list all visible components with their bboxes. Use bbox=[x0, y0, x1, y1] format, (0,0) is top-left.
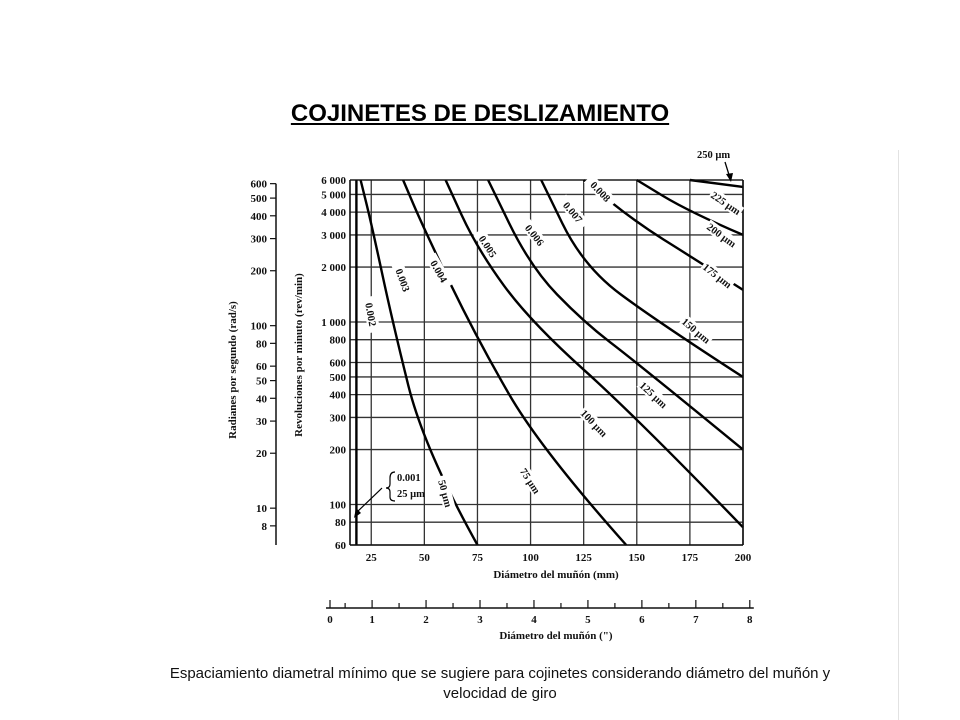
y-tick-label: 300 bbox=[329, 412, 346, 425]
x2-tick-label: 7 bbox=[693, 614, 699, 626]
y-tick-label: 800 bbox=[329, 334, 346, 347]
y2-tick-label: 80 bbox=[256, 338, 267, 351]
curve-label: 75 µm bbox=[517, 466, 542, 497]
chart bbox=[210, 145, 760, 645]
curve-label: 0.008 bbox=[587, 180, 612, 205]
x-tick-label: 125 bbox=[575, 552, 592, 564]
x-tick-label: 175 bbox=[681, 552, 699, 564]
x2-axis-label: Diámetro del muñón (") bbox=[499, 630, 613, 642]
y-tick-label: 60 bbox=[335, 540, 346, 552]
y2-tick-label: 400 bbox=[250, 210, 267, 223]
y-tick-label: 2 000 bbox=[321, 262, 346, 275]
y2-tick-label: 20 bbox=[256, 448, 267, 461]
figure-caption bbox=[100, 664, 900, 704]
curve-label: 225 µm bbox=[708, 190, 742, 218]
x-tick-label: 25 bbox=[365, 552, 377, 564]
x-tick-label: 100 bbox=[522, 552, 539, 564]
y-tick-label: 1 000 bbox=[321, 317, 346, 330]
curve-label: 175 µm bbox=[700, 262, 734, 292]
curve-label: 200 µm bbox=[704, 221, 738, 251]
y2-tick-label: 10 bbox=[256, 503, 267, 516]
annotation-0001: 0.001 bbox=[397, 473, 421, 484]
curve-label: 100 µm bbox=[577, 408, 609, 440]
y2-tick-label: 50 bbox=[256, 375, 267, 388]
y2-tick-label: 30 bbox=[256, 416, 267, 429]
x-tick-label: 150 bbox=[628, 552, 646, 564]
y-tick-label: 400 bbox=[329, 389, 346, 402]
x-tick-label: 50 bbox=[418, 552, 430, 564]
y-tick-label: 500 bbox=[329, 371, 346, 384]
x2-tick-label: 8 bbox=[747, 614, 753, 626]
caption-line-1: Espaciamiento diametral mínimo que se sugiere para cojinetes considerando diámetro del muñón y bbox=[169, 665, 831, 682]
chart-curve-labels bbox=[362, 174, 744, 512]
curve-label: 0.004 bbox=[427, 258, 449, 285]
y-tick-label: 80 bbox=[335, 517, 346, 530]
page-title: COJINETES DE DESLIZAMIENTO bbox=[290, 100, 670, 127]
curve-label: 50 µm bbox=[435, 478, 454, 509]
curve-label: 125 µm bbox=[636, 380, 669, 412]
y-tick-label: 600 bbox=[329, 357, 346, 370]
x2-tick-label: 0 bbox=[327, 614, 333, 626]
y2-tick-label: 200 bbox=[250, 265, 267, 278]
chart-curve bbox=[690, 180, 743, 187]
y2-axis-label: Radianes por segundo (rad/s) bbox=[227, 301, 239, 439]
chart-svg bbox=[210, 145, 760, 645]
curve-label: 0.006 bbox=[522, 223, 546, 249]
x2-tick-label: 2 bbox=[423, 614, 429, 626]
y-tick-label: 100 bbox=[329, 499, 346, 512]
caption-line-2: velocidad de giro bbox=[443, 685, 557, 702]
y-tick-label: 4 000 bbox=[321, 207, 346, 220]
y2-tick-label: 40 bbox=[256, 393, 267, 406]
x2-tick-label: 6 bbox=[639, 614, 645, 626]
y-tick-label: 200 bbox=[329, 444, 346, 457]
curve-label: 0.003 bbox=[392, 267, 411, 294]
y-tick-label: 5 000 bbox=[321, 189, 346, 202]
chart-curve bbox=[446, 180, 743, 527]
y2-tick-label: 300 bbox=[250, 233, 267, 246]
y2-tick-label: 500 bbox=[250, 193, 267, 206]
divider bbox=[898, 150, 899, 720]
x-axis-label: Diámetro del muñón (mm) bbox=[493, 569, 619, 581]
curve-label: 150 µm bbox=[679, 316, 712, 347]
annotation-250um: 250 µm bbox=[697, 150, 731, 161]
curve-label: 0.005 bbox=[475, 234, 498, 260]
annotation-25um: 25 µm bbox=[397, 489, 425, 500]
y-tick-label: 6 000 bbox=[321, 175, 346, 187]
curve-label: 0.007 bbox=[560, 200, 584, 226]
y-axis-label: Revoluciones por minuto (rev/min) bbox=[293, 273, 305, 437]
annotation-brace bbox=[386, 472, 395, 501]
y2-tick-label: 100 bbox=[250, 320, 267, 333]
annotation-leader bbox=[356, 488, 382, 513]
x2-tick-label: 3 bbox=[477, 614, 483, 626]
x2-tick-label: 1 bbox=[369, 614, 375, 626]
x-tick-label: 200 bbox=[734, 552, 752, 564]
curve-label: 0.002 bbox=[362, 302, 378, 328]
y2-tick-label: 600 bbox=[250, 178, 267, 191]
y2-tick-label: 60 bbox=[256, 361, 267, 374]
x2-tick-label: 5 bbox=[585, 614, 591, 626]
x2-tick-label: 4 bbox=[531, 614, 537, 626]
x-tick-label: 75 bbox=[471, 552, 483, 564]
y2-tick-label: 8 bbox=[261, 520, 267, 533]
y-tick-label: 3 000 bbox=[321, 229, 346, 242]
chart-ticks bbox=[251, 175, 754, 626]
